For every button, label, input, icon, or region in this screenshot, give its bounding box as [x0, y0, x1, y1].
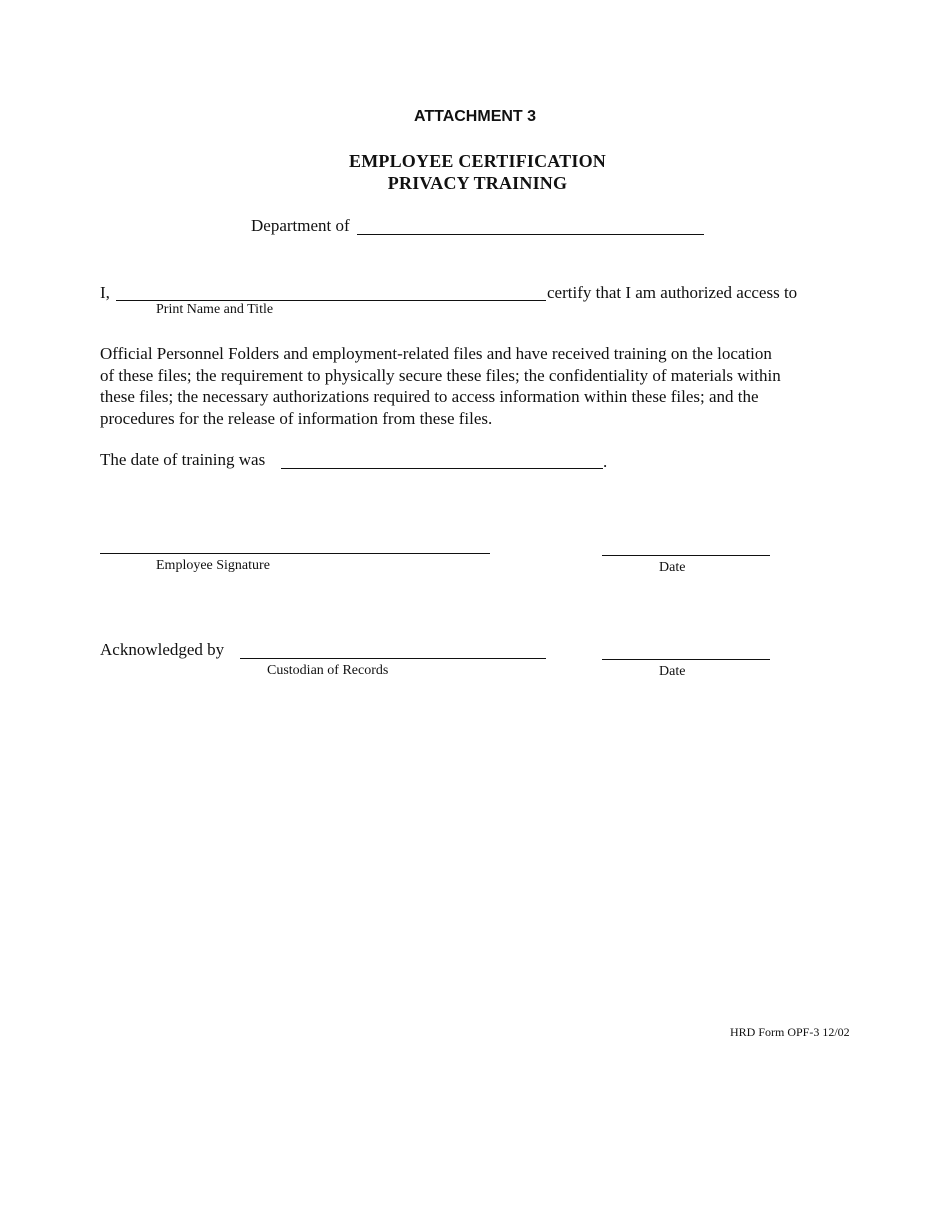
certify-statement: certify that I am authorized access to [547, 283, 798, 302]
acknowledged-label: Acknowledged by [100, 640, 225, 659]
form-identifier: HRD Form OPF-3 12/02 [730, 1025, 850, 1039]
signature-date-line[interactable] [602, 555, 770, 556]
department-label: Department of [251, 216, 350, 235]
paragraph-line: Official Personnel Folders and employment-related files and have received training on the location [100, 344, 772, 363]
acknowledged-date-caption: Date [659, 664, 686, 679]
department-field-line[interactable] [357, 234, 704, 235]
certify-prefix: I, [100, 283, 110, 302]
employee-signature-caption: Employee Signature [156, 558, 270, 573]
document-subtitle: PRIVACY TRAINING [387, 173, 568, 193]
paragraph-line: procedures for the release of information from these files. [100, 408, 493, 428]
document-title: EMPLOYEE CERTIFICATION [349, 151, 606, 171]
acknowledged-date-line[interactable] [602, 659, 770, 660]
training-date-label: The date of training was [100, 450, 266, 469]
paragraph-line: these files; the necessary authorizations required to access information within these files; and the [100, 387, 759, 406]
custodian-caption: Custodian of Records [267, 663, 389, 678]
attachment-heading: ATTACHMENT 3 [413, 108, 537, 125]
custodian-signature-line[interactable] [240, 658, 546, 659]
print-name-field-line[interactable] [116, 300, 546, 301]
paragraph-line: of these files; the requirement to physically secure these files; the confidentiality of materials within [100, 365, 781, 385]
training-date-period: . [603, 452, 608, 471]
training-date-field-line[interactable] [281, 468, 603, 469]
certification-paragraph [100, 343, 860, 429]
signature-date-caption: Date [659, 560, 686, 575]
employee-signature-line[interactable] [100, 553, 490, 554]
print-name-caption: Print Name and Title [156, 302, 274, 317]
